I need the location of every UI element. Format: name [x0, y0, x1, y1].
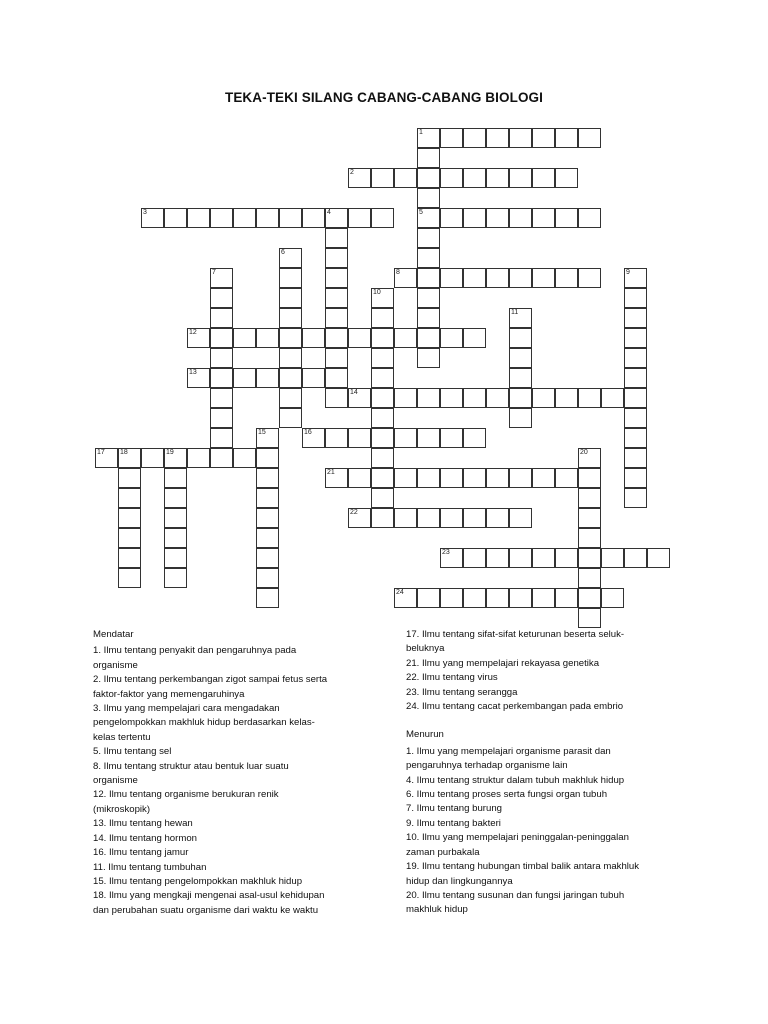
grid-cell[interactable]	[486, 588, 509, 608]
grid-cell[interactable]	[302, 428, 325, 448]
clue-item: 8. Ilmu tentang struktur atau bentuk luar suatu organisme	[93, 760, 289, 787]
grid-cell[interactable]	[440, 388, 463, 408]
grid-cell[interactable]	[371, 448, 394, 468]
grid-cell[interactable]	[279, 328, 302, 348]
grid-cell[interactable]	[394, 468, 417, 488]
grid-cell[interactable]	[210, 208, 233, 228]
grid-cell[interactable]	[394, 588, 417, 608]
grid-cell[interactable]	[486, 388, 509, 408]
grid-cell[interactable]	[417, 508, 440, 528]
clue-number: 9	[626, 269, 630, 276]
grid-cell[interactable]	[624, 308, 647, 328]
grid-cell[interactable]	[555, 268, 578, 288]
clue-item: 10. Ilmu yang mempelajari peninggalan-peninggalan zaman purbakala	[406, 832, 629, 858]
grid-cell[interactable]	[532, 208, 555, 228]
clue-item: 7. Ilmu tentang burung	[406, 803, 503, 815]
grid-cell[interactable]	[256, 208, 279, 228]
grid-cell[interactable]	[624, 428, 647, 448]
grid-cell[interactable]	[578, 468, 601, 488]
grid-cell[interactable]	[486, 208, 509, 228]
grid-cell[interactable]	[509, 508, 532, 528]
grid-cell[interactable]	[624, 448, 647, 468]
grid-cell[interactable]	[440, 168, 463, 188]
heading-mendatar: Mendatar	[93, 629, 134, 640]
clue-number: 18	[120, 449, 128, 456]
grid-cell[interactable]	[555, 128, 578, 148]
grid-cell[interactable]	[578, 268, 601, 288]
clue-item: 5. Ilmu tentang sel	[93, 746, 172, 758]
grid-cell[interactable]	[555, 208, 578, 228]
clue-item: 6. Ilmu tentang proses serta fungsi organ tubuh	[406, 789, 608, 801]
clue-item: 19. Ilmu tentang hubungan timbal balik antara makhluk hidup dan lingkungannya	[406, 861, 640, 887]
grid-cell[interactable]	[164, 208, 187, 228]
clue-item: 4. Ilmu tentang struktur dalam tubuh makhluk hidup	[406, 774, 625, 786]
grid-cell[interactable]	[210, 288, 233, 308]
grid-cell[interactable]	[118, 548, 141, 568]
grid-cell[interactable]	[532, 468, 555, 488]
grid-cell[interactable]	[440, 508, 463, 528]
grid-cell[interactable]	[440, 548, 463, 568]
grid-cell[interactable]	[256, 568, 279, 588]
grid-cell[interactable]	[463, 208, 486, 228]
grid-cell[interactable]	[233, 208, 256, 228]
grid-cell[interactable]	[601, 388, 624, 408]
grid-cell[interactable]	[440, 468, 463, 488]
grid-cell[interactable]	[509, 208, 532, 228]
grid-cell[interactable]	[256, 368, 279, 388]
clue-number: 23	[442, 549, 450, 556]
grid-cell[interactable]	[417, 128, 440, 148]
grid-cell[interactable]	[578, 608, 601, 628]
grid-cell[interactable]	[509, 348, 532, 368]
grid-cell[interactable]	[624, 468, 647, 488]
grid-cell[interactable]	[417, 228, 440, 248]
grid-cell[interactable]	[164, 508, 187, 528]
grid-cell[interactable]	[486, 508, 509, 528]
grid-cell[interactable]	[325, 428, 348, 448]
clue-item: 9. Ilmu tentang bakteri	[406, 817, 501, 829]
puzzle-title: TEKA-TEKI SILANG CABANG-CABANG BIOLOGI	[224, 90, 544, 105]
grid-cell[interactable]	[256, 468, 279, 488]
grid-cell[interactable]	[394, 168, 417, 188]
grid-cell[interactable]	[256, 548, 279, 568]
grid-cell[interactable]	[463, 328, 486, 348]
clues-left-column	[93, 628, 328, 918]
grid-cell[interactable]	[279, 408, 302, 428]
grid-cell[interactable]	[555, 588, 578, 608]
heading-menurun: Menurun	[406, 729, 444, 741]
grid-cell[interactable]	[578, 568, 601, 588]
grid-cell[interactable]	[371, 508, 394, 528]
clue-number: 10	[373, 289, 381, 296]
grid-cell[interactable]	[256, 328, 279, 348]
grid-cell[interactable]	[394, 328, 417, 348]
grid-cell[interactable]	[486, 548, 509, 568]
clue-number: 13	[189, 369, 197, 376]
clue-number: 24	[396, 589, 404, 596]
clue-number: 12	[189, 329, 197, 336]
clue-item: 21. Ilmu yang mempelajari rekayasa genetika	[406, 657, 600, 669]
grid-cell[interactable]	[532, 168, 555, 188]
grid-cell[interactable]	[371, 408, 394, 428]
grid-cell[interactable]	[417, 188, 440, 208]
grid-cell[interactable]	[210, 328, 233, 348]
grid-cell[interactable]	[325, 208, 348, 228]
grid-cell[interactable]	[463, 128, 486, 148]
grid-cell[interactable]	[417, 348, 440, 368]
grid-cell[interactable]	[187, 368, 210, 388]
clue-item: 11. Ilmu tentang tumbuhan	[93, 861, 207, 873]
grid-cell[interactable]	[440, 428, 463, 448]
grid-cell[interactable]	[279, 368, 302, 388]
grid-cell[interactable]	[210, 408, 233, 428]
grid-cell[interactable]	[279, 248, 302, 268]
grid-cell[interactable]	[578, 528, 601, 548]
grid-cell[interactable]	[348, 328, 371, 348]
grid-cell[interactable]	[509, 128, 532, 148]
clue-item: 17. Ilmu tentang sifat-sifat keturunan beserta seluk-beluknya	[406, 629, 625, 655]
grid-cell[interactable]	[118, 508, 141, 528]
grid-cell[interactable]	[601, 548, 624, 568]
clue-item: 18. Ilmu yang mengkaji mengenai asal-usul kehidupan dan perubahan suatu organisme dari waktu ke waktu	[93, 890, 325, 916]
grid-cell[interactable]	[164, 568, 187, 588]
grid-cell[interactable]	[279, 208, 302, 228]
grid-cell[interactable]	[325, 368, 348, 388]
grid-cell[interactable]	[509, 308, 532, 328]
grid-cell[interactable]	[394, 268, 417, 288]
clue-number: 11	[511, 309, 519, 316]
clue-item: 24. Ilmu tentang cacat perkembangan pada embrio	[406, 701, 624, 713]
clue-number: 2	[350, 169, 354, 176]
clue-number: 20	[580, 449, 588, 456]
grid-cell[interactable]	[348, 428, 371, 448]
grid-cell[interactable]	[325, 308, 348, 328]
grid-cell[interactable]	[647, 548, 670, 568]
clue-number: 1	[419, 129, 423, 136]
grid-cell[interactable]	[463, 468, 486, 488]
grid-cell[interactable]	[256, 508, 279, 528]
grid-cell[interactable]	[371, 488, 394, 508]
grid-cell[interactable]	[417, 468, 440, 488]
grid-cell[interactable]	[371, 388, 394, 408]
clue-item: 3. Ilmu yang mempelajari cara mengadakan pengelompokkan makhluk hidup berdasarkan kelas-kelas tertentu	[93, 703, 315, 743]
grid-cell[interactable]	[348, 508, 371, 528]
grid-cell[interactable]	[371, 348, 394, 368]
grid-cell[interactable]	[394, 508, 417, 528]
grid-cell[interactable]	[463, 268, 486, 288]
grid-cell[interactable]	[440, 328, 463, 348]
grid-cell[interactable]	[578, 388, 601, 408]
clue-item: 14. Ilmu tentang hormon	[93, 832, 197, 844]
grid-cell[interactable]	[279, 268, 302, 288]
grid-cell[interactable]	[394, 428, 417, 448]
clue-item: 1. Ilmu tentang penyakit dan pengaruhnya pada organisme	[93, 645, 297, 671]
clue-item: 15. Ilmu tentang pengelompokkan makhluk hidup	[93, 875, 303, 887]
clue-number: 7	[212, 269, 216, 276]
grid-cell[interactable]	[371, 208, 394, 228]
grid-cell[interactable]	[371, 168, 394, 188]
clue-item: 22. Ilmu tentang virus	[406, 672, 498, 684]
grid-cell[interactable]	[578, 488, 601, 508]
grid-cell[interactable]	[118, 448, 141, 468]
grid-cell[interactable]	[187, 208, 210, 228]
grid-cell[interactable]	[417, 148, 440, 168]
clues-right-column	[406, 628, 656, 918]
grid-cell[interactable]	[325, 388, 348, 408]
grid-cell[interactable]	[509, 268, 532, 288]
grid-cell[interactable]	[118, 568, 141, 588]
grid-cell[interactable]	[233, 448, 256, 468]
grid-cell[interactable]	[509, 468, 532, 488]
clue-number: 3	[143, 209, 147, 216]
grid-cell[interactable]	[325, 348, 348, 368]
grid-cell[interactable]	[210, 348, 233, 368]
grid-cell[interactable]	[417, 428, 440, 448]
grid-cell[interactable]	[279, 348, 302, 368]
grid-cell[interactable]	[624, 408, 647, 428]
grid-cell[interactable]	[417, 268, 440, 288]
grid-cell[interactable]	[118, 468, 141, 488]
grid-cell[interactable]	[532, 588, 555, 608]
grid-cell[interactable]	[509, 368, 532, 388]
grid-cell[interactable]	[256, 428, 279, 448]
grid-cell[interactable]	[624, 488, 647, 508]
grid-cell[interactable]	[256, 448, 279, 468]
grid-cell[interactable]	[555, 548, 578, 568]
grid-cell[interactable]	[486, 268, 509, 288]
grid-cell[interactable]	[417, 308, 440, 328]
grid-cell[interactable]	[394, 388, 417, 408]
grid-cell[interactable]	[440, 588, 463, 608]
grid-cell[interactable]	[509, 408, 532, 428]
grid-cell[interactable]	[118, 488, 141, 508]
grid-cell[interactable]	[233, 368, 256, 388]
grid-cell[interactable]	[256, 488, 279, 508]
grid-cell[interactable]	[578, 548, 601, 568]
grid-cell[interactable]	[164, 528, 187, 548]
grid-cell[interactable]	[302, 328, 325, 348]
grid-cell[interactable]	[164, 488, 187, 508]
grid-cell[interactable]	[509, 328, 532, 348]
clue-item: 13. Ilmu tentang hewan	[93, 818, 193, 830]
grid-cell[interactable]	[486, 128, 509, 148]
grid-cell[interactable]	[325, 288, 348, 308]
grid-cell[interactable]	[210, 268, 233, 288]
grid-cell[interactable]	[624, 288, 647, 308]
grid-cell[interactable]	[187, 328, 210, 348]
clue-item: 1. Ilmu yang mempelajari organisme parasit dan pengaruhnya terhadap organisme lain	[406, 745, 611, 772]
grid-cell[interactable]	[256, 588, 279, 608]
clue-number: 21	[327, 469, 335, 476]
grid-cell[interactable]	[555, 468, 578, 488]
grid-cell[interactable]	[279, 388, 302, 408]
grid-cell[interactable]	[624, 548, 647, 568]
clue-item: 20. Ilmu tentang susunan dan fungsi jaringan tubuh makhluk hidup	[406, 889, 625, 916]
grid-cell[interactable]	[187, 448, 210, 468]
grid-cell[interactable]	[348, 168, 371, 188]
grid-cell[interactable]	[141, 208, 164, 228]
grid-cell[interactable]	[578, 208, 601, 228]
clue-number: 6	[281, 249, 285, 256]
grid-cell[interactable]	[440, 268, 463, 288]
grid-cell[interactable]	[118, 528, 141, 548]
clue-number: 5	[419, 209, 423, 216]
grid-cell[interactable]	[210, 308, 233, 328]
grid-cell[interactable]	[417, 588, 440, 608]
grid-cell[interactable]	[325, 268, 348, 288]
clue-number: 19	[166, 449, 174, 456]
grid-cell[interactable]	[95, 448, 118, 468]
grid-cell[interactable]	[463, 428, 486, 448]
grid-cell[interactable]	[141, 448, 164, 468]
grid-cell[interactable]	[417, 248, 440, 268]
clue-item: 12. Ilmu tentang organisme berukuran renik (mikroskopik)	[93, 789, 279, 815]
clue-item: 2. Ilmu tentang perkembangan zigot sampai fetus serta faktor-faktor yang memengaruhinya	[93, 674, 328, 700]
grid-cell[interactable]	[348, 208, 371, 228]
grid-cell[interactable]	[164, 548, 187, 568]
grid-cell[interactable]	[440, 208, 463, 228]
grid-cell[interactable]	[325, 328, 348, 348]
grid-cell[interactable]	[601, 588, 624, 608]
grid-cell[interactable]	[509, 388, 532, 408]
grid-cell[interactable]	[463, 388, 486, 408]
grid-cell[interactable]	[578, 448, 601, 468]
grid-cell[interactable]	[371, 328, 394, 348]
grid-cell[interactable]	[302, 368, 325, 388]
clue-number: 22	[350, 509, 358, 516]
grid-cell[interactable]	[164, 448, 187, 468]
clue-number: 4	[327, 209, 331, 216]
grid-cell[interactable]	[233, 328, 256, 348]
grid-cell[interactable]	[210, 428, 233, 448]
grid-cell[interactable]	[532, 268, 555, 288]
grid-cell[interactable]	[440, 128, 463, 148]
grid-cell[interactable]	[463, 588, 486, 608]
grid-cell[interactable]	[371, 468, 394, 488]
grid-cell[interactable]	[325, 468, 348, 488]
grid-cell[interactable]	[302, 208, 325, 228]
grid-cell[interactable]	[164, 468, 187, 488]
grid-cell[interactable]	[463, 168, 486, 188]
grid-cell[interactable]	[417, 288, 440, 308]
grid-cell[interactable]	[532, 128, 555, 148]
grid-cell[interactable]	[509, 168, 532, 188]
grid-cell[interactable]	[279, 288, 302, 308]
grid-cell[interactable]	[210, 388, 233, 408]
grid-cell[interactable]	[532, 548, 555, 568]
grid-cell[interactable]	[210, 368, 233, 388]
grid-cell[interactable]	[624, 368, 647, 388]
grid-cell[interactable]	[348, 468, 371, 488]
grid-cell[interactable]	[463, 508, 486, 528]
grid-cell[interactable]	[624, 268, 647, 288]
grid-cell[interactable]	[325, 228, 348, 248]
grid-cell[interactable]	[417, 168, 440, 188]
grid-cell[interactable]	[348, 388, 371, 408]
grid-cell[interactable]	[486, 168, 509, 188]
grid-cell[interactable]	[325, 248, 348, 268]
clue-number: 14	[350, 389, 358, 396]
grid-cell[interactable]	[210, 448, 233, 468]
grid-cell[interactable]	[486, 468, 509, 488]
grid-cell[interactable]	[624, 348, 647, 368]
grid-cell[interactable]	[509, 548, 532, 568]
grid-cell[interactable]	[624, 328, 647, 348]
grid-cell[interactable]	[555, 168, 578, 188]
clue-item: 16. Ilmu tentang jamur	[93, 847, 189, 859]
grid-cell[interactable]	[371, 428, 394, 448]
grid-cell[interactable]	[578, 508, 601, 528]
grid-cell[interactable]	[371, 368, 394, 388]
grid-cell[interactable]	[624, 388, 647, 408]
grid-cell[interactable]	[371, 288, 394, 308]
clue-number: 17	[97, 449, 105, 456]
grid-cell[interactable]	[279, 308, 302, 328]
clue-number: 16	[304, 429, 312, 436]
grid-cell[interactable]	[417, 388, 440, 408]
grid-cell[interactable]	[555, 388, 578, 408]
grid-cell[interactable]	[256, 528, 279, 548]
grid-cell[interactable]	[417, 208, 440, 228]
clue-number: 15	[258, 429, 266, 436]
grid-cell[interactable]	[463, 548, 486, 568]
grid-cell[interactable]	[578, 128, 601, 148]
grid-cell[interactable]	[578, 588, 601, 608]
clue-number: 8	[396, 269, 400, 276]
grid-cell[interactable]	[532, 388, 555, 408]
grid-cell[interactable]	[509, 588, 532, 608]
clue-item: 23. Ilmu tentang serangga	[406, 686, 518, 698]
grid-cell[interactable]	[417, 328, 440, 348]
grid-cell[interactable]	[371, 308, 394, 328]
